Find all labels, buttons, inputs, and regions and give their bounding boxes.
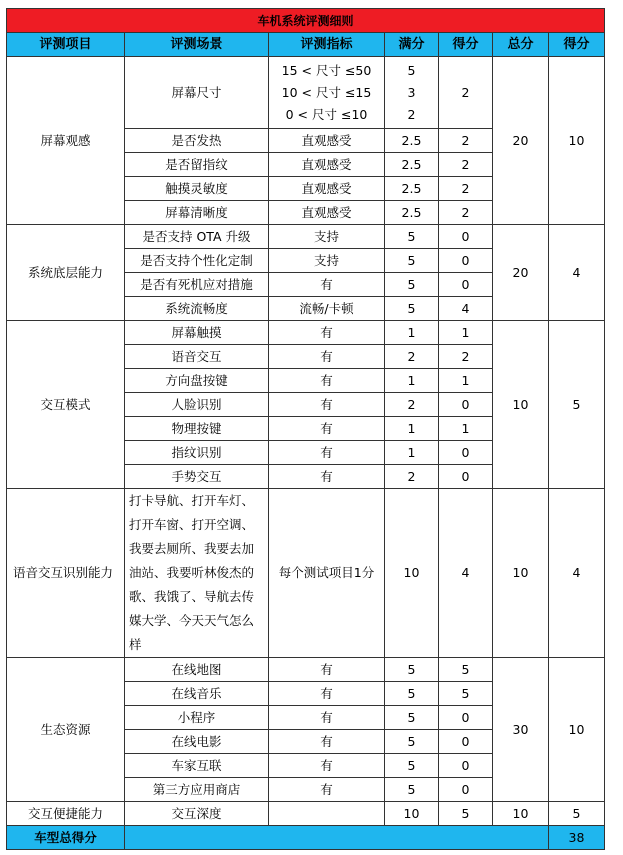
full-score-cell: 5 — [385, 706, 439, 730]
header-full-score: 满分 — [385, 33, 439, 57]
footer-empty — [125, 826, 549, 850]
score-cell: 0 — [439, 393, 493, 417]
group-total-eco: 30 — [493, 658, 549, 802]
group-name-voice: 语音交互识别能力 — [7, 489, 125, 658]
metric-cell: 有 — [269, 754, 385, 778]
table-title: 车机系统评测细则 — [7, 9, 605, 33]
metric-cell: 直观感受 — [269, 201, 385, 225]
group-score-screen: 10 — [549, 57, 605, 225]
full-score-cell: 5 — [385, 297, 439, 321]
header-scene: 评测场景 — [125, 33, 269, 57]
metric-cell — [269, 802, 385, 826]
metric-line: 10 < 尺寸 ≤15 — [281, 84, 372, 100]
full-score-cell: 2.5 — [385, 201, 439, 225]
metric-cell: 每个测试项目1分 — [269, 489, 385, 658]
full-score-cell: 1 — [385, 369, 439, 393]
score-cell: 2 — [439, 129, 493, 153]
full-score-cell: 2 — [385, 393, 439, 417]
header-item: 评测项目 — [7, 33, 125, 57]
full-score-cell: 5 — [385, 754, 439, 778]
header-row — [7, 33, 605, 57]
evaluation-table — [6, 8, 605, 850]
metric-cell — [269, 57, 385, 129]
header-total-score: 得分 — [549, 33, 605, 57]
metric-cell: 直观感受 — [269, 177, 385, 201]
scene-cell: 是否支持 OTA 升级 — [125, 225, 269, 249]
group-total-interaction: 10 — [493, 321, 549, 489]
group-score-interaction: 5 — [549, 321, 605, 489]
score-cell: 0 — [439, 441, 493, 465]
group-total-voice: 10 — [493, 489, 549, 658]
scene-cell: 交互深度 — [125, 802, 269, 826]
full-score-cell: 5 — [385, 273, 439, 297]
score-cell: 0 — [439, 778, 493, 802]
full-score-cell: 5 — [385, 682, 439, 706]
scene-cell: 人脸识别 — [125, 393, 269, 417]
score-cell: 0 — [439, 730, 493, 754]
score-cell: 0 — [439, 706, 493, 730]
score-cell: 1 — [439, 369, 493, 393]
score-cell: 0 — [439, 754, 493, 778]
full-score-cell: 2.5 — [385, 153, 439, 177]
full-score-line: 2 — [407, 106, 416, 122]
metric-cell: 直观感受 — [269, 129, 385, 153]
scene-cell: 语音交互 — [125, 345, 269, 369]
score-cell: 2 — [439, 177, 493, 201]
full-score-cell: 2 — [385, 465, 439, 489]
scene-cell: 手势交互 — [125, 465, 269, 489]
metric-cell: 有 — [269, 706, 385, 730]
full-score-cell: 5 — [385, 658, 439, 682]
group-score-voice: 4 — [549, 489, 605, 658]
table-row — [7, 321, 605, 345]
full-score-cell: 1 — [385, 441, 439, 465]
group-score-convenience: 5 — [549, 802, 605, 826]
metric-cell: 有 — [269, 682, 385, 706]
metric-cell: 有 — [269, 465, 385, 489]
full-score-cell: 5 — [385, 249, 439, 273]
full-score-cell: 10 — [385, 802, 439, 826]
score-cell: 1 — [439, 321, 493, 345]
metric-cell: 有 — [269, 273, 385, 297]
score-cell: 4 — [439, 297, 493, 321]
score-cell: 4 — [439, 489, 493, 658]
score-cell: 2 — [439, 345, 493, 369]
group-score-eco: 10 — [549, 658, 605, 802]
metric-cell: 直观感受 — [269, 153, 385, 177]
table-row — [7, 658, 605, 682]
full-score-cell — [385, 57, 439, 129]
metric-cell: 有 — [269, 658, 385, 682]
metric-cell: 有 — [269, 393, 385, 417]
table-row — [7, 225, 605, 249]
total-score: 38 — [549, 826, 605, 850]
scene-cell: 指纹识别 — [125, 441, 269, 465]
score-cell: 1 — [439, 417, 493, 441]
group-name-interaction: 交互模式 — [7, 321, 125, 489]
metric-line: 0 < 尺寸 ≤10 — [285, 106, 368, 122]
table-row — [7, 57, 605, 129]
score-cell: 2 — [439, 57, 493, 129]
full-score-cell: 1 — [385, 417, 439, 441]
score-cell: 5 — [439, 682, 493, 706]
metric-cell: 有 — [269, 417, 385, 441]
header-metric: 评测指标 — [269, 33, 385, 57]
metric-cell: 有 — [269, 778, 385, 802]
full-score-cell: 5 — [385, 730, 439, 754]
full-score-cell: 10 — [385, 489, 439, 658]
scene-cell: 第三方应用商店 — [125, 778, 269, 802]
metric-cell: 支持 — [269, 249, 385, 273]
full-score-cell: 2.5 — [385, 177, 439, 201]
header-total: 总分 — [493, 33, 549, 57]
scene-cell: 方向盘按键 — [125, 369, 269, 393]
score-cell: 5 — [439, 658, 493, 682]
metric-cell: 有 — [269, 345, 385, 369]
group-total-convenience: 10 — [493, 802, 549, 826]
group-score-system: 4 — [549, 225, 605, 321]
score-cell: 0 — [439, 273, 493, 297]
full-score-cell: 2.5 — [385, 129, 439, 153]
full-score-cell: 2 — [385, 345, 439, 369]
table-row — [7, 489, 605, 658]
full-score-cell: 1 — [385, 321, 439, 345]
scene-cell: 物理按键 — [125, 417, 269, 441]
scene-cell: 屏幕尺寸 — [125, 57, 269, 129]
scene-cell: 屏幕触摸 — [125, 321, 269, 345]
scene-cell: 是否有死机应对措施 — [125, 273, 269, 297]
metric-cell: 支持 — [269, 225, 385, 249]
scene-cell: 在线音乐 — [125, 682, 269, 706]
full-score-line: 3 — [407, 84, 416, 100]
scene-cell: 触摸灵敏度 — [125, 177, 269, 201]
metric-cell: 有 — [269, 441, 385, 465]
score-cell: 0 — [439, 249, 493, 273]
total-label: 车型总得分 — [7, 826, 125, 850]
full-score-line: 5 — [407, 62, 416, 78]
full-score-cell: 5 — [385, 778, 439, 802]
scene-cell: 在线地图 — [125, 658, 269, 682]
table-row — [7, 802, 605, 826]
header-score: 得分 — [439, 33, 493, 57]
scene-cell: 系统流畅度 — [125, 297, 269, 321]
group-name-eco: 生态资源 — [7, 658, 125, 802]
group-total-system: 20 — [493, 225, 549, 321]
score-cell: 2 — [439, 201, 493, 225]
scene-cell: 车家互联 — [125, 754, 269, 778]
metric-cell: 流畅/卡顿 — [269, 297, 385, 321]
scene-cell: 打卡导航、打开车灯、打开车窗、打开空调、我要去厕所、我要去加油站、我要听林俊杰的歌、我饿了、导航去传媒大学、今天天气怎么样 — [125, 489, 269, 658]
group-total-screen: 20 — [493, 57, 549, 225]
full-score-cell: 5 — [385, 225, 439, 249]
metric-cell: 有 — [269, 730, 385, 754]
title-row — [7, 9, 605, 33]
group-name-screen: 屏幕观感 — [7, 57, 125, 225]
group-name-convenience: 交互便捷能力 — [7, 802, 125, 826]
score-cell: 0 — [439, 465, 493, 489]
metric-cell: 有 — [269, 321, 385, 345]
scene-cell: 是否支持个性化定制 — [125, 249, 269, 273]
metric-line: 15 < 尺寸 ≤50 — [281, 62, 372, 78]
metric-cell: 有 — [269, 369, 385, 393]
score-cell: 0 — [439, 225, 493, 249]
group-name-system: 系统底层能力 — [7, 225, 125, 321]
scene-cell: 小程序 — [125, 706, 269, 730]
footer-row — [7, 826, 605, 850]
scene-cell: 是否发热 — [125, 129, 269, 153]
scene-cell: 在线电影 — [125, 730, 269, 754]
score-cell: 2 — [439, 153, 493, 177]
scene-cell: 屏幕清晰度 — [125, 201, 269, 225]
scene-cell: 是否留指纹 — [125, 153, 269, 177]
score-cell: 5 — [439, 802, 493, 826]
